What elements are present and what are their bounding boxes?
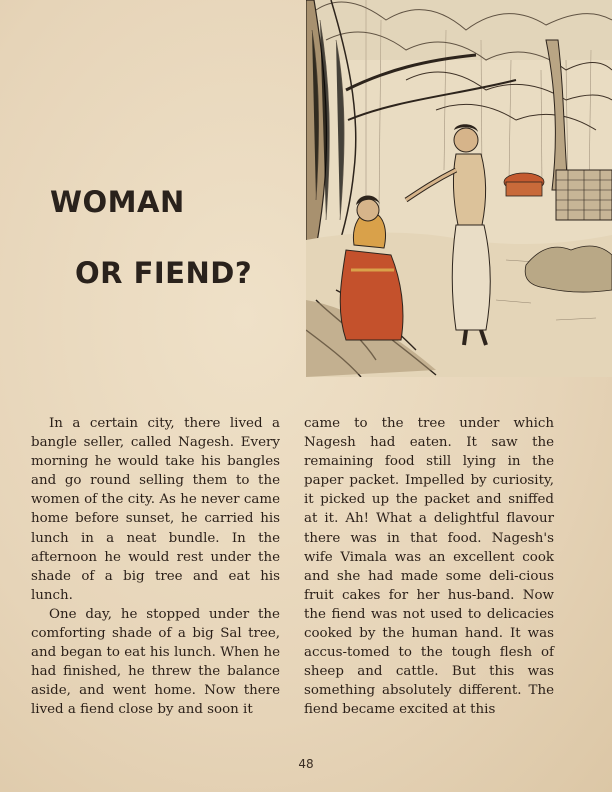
paragraph: In a certain city, there lived a bangle seller, called Nagesh. Every morning he would take his bangles and go round selling them to the women of the city. As he never came home before sunset, he carried his lunch in a neat bundle. In the afternoon he would rest under the shade of a big tree and eat his lunch. bbox=[31, 416, 280, 603]
page-number: 48 bbox=[298, 757, 314, 771]
paragraph: One day, he stopped under the comforting shade of a big Sal tree, and began to eat his lunch. When he had finished, he threw the balance aside, and went home. Now there lived a fiend close by and soon it bbox=[31, 606, 280, 718]
text-column-right bbox=[304, 414, 554, 720]
story-title-line-1: WOMAN bbox=[50, 185, 185, 219]
story-title-line-2: OR FIEND? bbox=[75, 256, 253, 290]
story-illustration bbox=[306, 0, 612, 377]
text-column-left bbox=[31, 414, 280, 720]
paragraph: came to the tree under which Nagesh had eaten. It saw the remaining food still lying in the paper packet. Impelled by curiosity, it picked up the packet and sniffed at it. Ah! What a delightful flavour there was in that food. Nagesh's wife Vimala was an excellent cook and she had made some deli-cious fruit cakes for her hus-band. Now the fiend was not used to delicacies cooked by the human hand. It was accus-tomed to the tough flesh of sheep and cattle. But this was something absolutely different. The fiend became excited at this bbox=[304, 416, 554, 718]
